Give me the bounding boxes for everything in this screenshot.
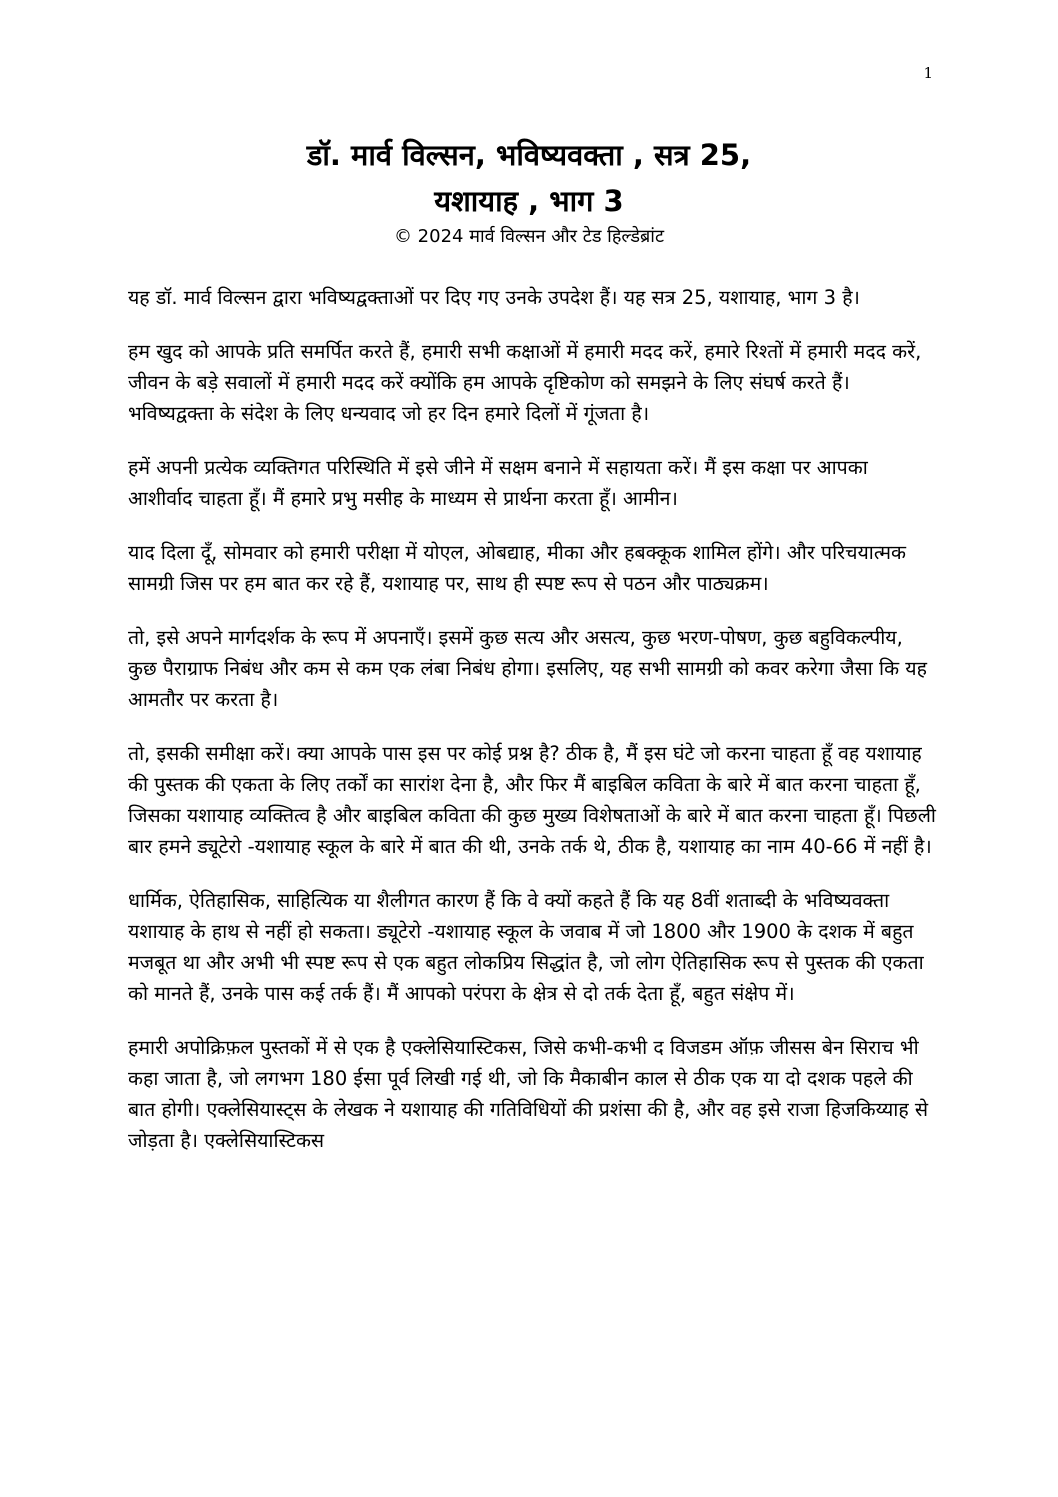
paragraph-prayer: हम खुद को आपके प्रति समर्पित करते हैं, हमारी सभी कक्षाओं में हमारी मदद करें, हमारे रिश्तों में हमारी मदद करें, जीवन के बड़े सवालों में हमारी मदद करें क्योंकि हम आपके दृष्टिकोण को समझने के लिए संघर्ष करते हैं। भविष्यद्वक्ता के संदेश के लिए धन्यवाद जो हर दिन हमारे दिलों में गूंजता है। <box>128 340 922 425</box>
paragraph-exam-guide: तो, इसे अपने मार्गदर्शक के रूप में अपनाएँ। इसमें कुछ सत्य और असत्य, कुछ भरण-पोषण, कुछ बहुविकल्पीय, कुछ पैराग्राफ निबंध और कम से कम एक लंबा निबंध होगा। इसलिए, यह सभी सामग्री को कवर करेगा जैसा कि यह आमतौर पर करता है। <box>128 626 927 711</box>
paragraph-intro: यह डॉ. मार्व विल्सन द्वारा भविष्यद्वक्ताओं पर दिए गए उनके उपदेश हैं। यह सत्र 25, यशायाह, भाग 3 है। <box>128 286 860 309</box>
body-text <box>128 282 936 1179</box>
paragraph-arguments: धार्मिक, ऐतिहासिक, साहित्यिक या शैलीगत कारण हैं कि वे क्यों कहते हैं कि यह 8वीं शताब्दी के भविष्यवक्ता यशायाह के हाथ से नहीं हो सकता। ड्यूटेरो -यशायाह स्कूल के जवाब में जो 1800 और 1900 के दशक में बहुत मजबूत था और अभी भी स्पष्ट रूप से एक बहुत लोकप्रिय सिद्धांत है, जो लोग ऐतिहासिक रूप से पुस्तक की एकता को मानते हैं, उनके पास कई तर्क हैं। मैं आपको परंपरा के क्षेत्र से दो तर्क देता हूँ, बहुत संक्षेप में। <box>128 889 924 1005</box>
page-number: 1 <box>923 64 933 82</box>
paragraph-ecclesiasticus: हमारी अपोक्रिफ़ल पुस्तकों में से एक है एक्लेसियास्टिकस, जिसे कभी-कभी द विजडम ऑफ़ जीसस बेन सिराच भी कहा जाता है, जो लगभग 180 ईसा पूर्व लिखी गई थी, जो कि मैकाबीन काल से ठीक एक या दो दशक पहले की बात होगी। एक्लेसियास्ट्स के लेखक ने यशायाह की गतिविधियों की प्रशंसा की है, और वह इसे राजा हिजकिय्याह से जोड़ता है। एक्लेसियास्टिकस <box>128 1036 929 1152</box>
copyright-notice: © 2024 मार्व विल्सन और टेड हिल्डेब्रांट <box>393 226 665 247</box>
paragraph-blessing: हमें अपनी प्रत्येक व्यक्तिगत परिस्थिति में इसे जीने में सक्षम बनाने में सहायता करें। मैं इस कक्षा पर आपका आशीर्वाद चाहता हूँ। मैं हमारे प्रभु मसीह के माध्यम से प्रार्थना करता हूँ। आमीन। <box>128 456 868 510</box>
title-block <box>0 132 1058 250</box>
paragraph-exam-reminder: याद दिला दूँ, सोमवार को हमारी परीक्षा में योएल, ओबद्याह, मीका और हबक्कूक शामिल होंगे। और परिचयात्मक सामग्री जिस पर हम बात कर रहे हैं, यशायाह पर, साथ ही स्पष्ट रूप से पठन और पाठ्यक्रम। <box>128 541 906 595</box>
page-title-line-1: डॉ. मार्व विल्सन, भविष्यवक्ता , सत्र 25, <box>306 138 752 172</box>
page-title-line-2: यशायाह , भाग 3 <box>434 184 624 218</box>
paragraph-review: तो, इसकी समीक्षा करें। क्या आपके पास इस पर कोई प्रश्न है? ठीक है, मैं इस घंटे जो करना चाहता हूँ वह यशायाह की पुस्तक की एकता के लिए तर्कों का सारांश देना है, और फिर मैं बाइबिल कविता के बारे में बात करना चाहता हूँ, जिसका यशायाह व्यक्तित्व है और बाइबिल कविता की कुछ मुख्य विशेषताओं के बारे में बात करना चाहता हूँ। पिछली बार हमने ड्यूटेरो -यशायाह स्कूल के बारे में बात की थी, उनके तर्क थे, ठीक है, यशायाह का नाम 40-66 में नहीं है। <box>128 742 936 858</box>
